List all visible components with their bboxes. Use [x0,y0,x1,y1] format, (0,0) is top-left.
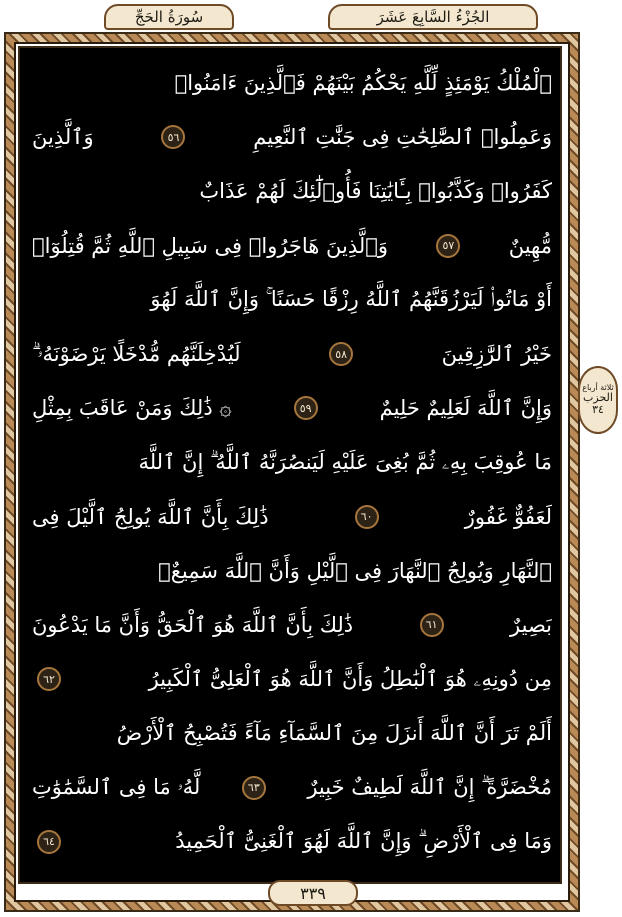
hizb-number: ٣٤ [592,403,604,417]
hizb-marker [578,366,618,434]
verse-text: مُخْضَرَّةً ۗ إِنَّ ٱللَّهَ لَطِيفٌ خَبِيرٌ [307,775,552,800]
verse-line [32,56,552,110]
verse-text: ٱلْمُلْكُ يَوْمَئِذٍ لِّلَّهِ يَحْكُمُ بَيْنَهُمْ فَٱلَّذِينَ ءَامَنُوا۟ [174,71,552,96]
verse-line [32,815,552,869]
verse-line [32,490,552,544]
verse-text: مَا عُوقِبَ بِهِۦ ثُمَّ بُغِىَ عَلَيْهِ لَيَنصُرَنَّهُ ٱللَّهُ ۗ إِنَّ ٱللَّهَ [138,449,552,474]
verse-line [32,652,552,706]
verse-text: أَوْ مَاتُوا۟ لَيَرْزُقَنَّهُمُ ٱللَّهُ رِزْقًا حَسَنًا ۚ وَإِنَّ ٱللَّهَ لَهُوَ [150,287,552,312]
verse-text: مِن دُونِهِۦ هُوَ ٱلْبَٰطِلُ وَأَنَّ ٱللَّهَ هُوَ ٱلْعَلِىُّ ٱلْكَبِيرُ [148,666,552,691]
verse-text: وَعَمِلُوا۟ ٱلصَّٰلِحَٰتِ فِى جَنَّٰتِ ٱلنَّعِيمِ [253,125,552,150]
verse-line [32,164,552,218]
verse-text: كَفَرُوا۟ وَكَذَّبُوا۟ بِـَٔايَٰتِنَا فَأُو۟لَٰٓئِكَ لَهُمْ عَذَابٌ [199,179,552,204]
verse-text: مُّهِينٌ [508,233,552,258]
page-number: ٣٣٩ [268,880,358,906]
verse-line [32,706,552,760]
verse-text: وَإِنَّ ٱللَّهَ لَعَلِيمٌ حَلِيمٌ [379,396,552,421]
verse-text: وَٱلَّذِينَ هَاجَرُوا۟ فِى سَبِيلِ ٱللَّهِ ثُمَّ قُتِلُوٓا۟ [32,233,389,258]
verse-line [32,598,552,652]
verse-line [32,219,552,273]
ayah-number-marker: ٦٣ [242,776,266,800]
hizb-fraction: ثلاثة أرباع [582,382,614,392]
verse-line [32,327,552,381]
verse-text: لَّهُۥ مَا فِى ٱلسَّمَٰوَٰتِ [32,775,201,800]
verse-line [32,435,552,489]
verse-text: لَيُدْخِلَنَّهُم مُّدْخَلًا يَرْضَوْنَهُۥ ۗ [32,341,241,366]
verse-text: ٱلنَّهَارِ وَيُولِجُ ٱلنَّهَارَ فِى ٱلَّيْلِ وَأَنَّ ٱللَّهَ سَمِيعٌۢ [158,558,552,583]
verse-text: وَٱلَّذِينَ [32,125,94,150]
juz-label: الجُزْءُ السَّابِعَ عَشَرَ [328,4,538,30]
ayah-number-marker: ٦١ [420,613,444,637]
ayah-number-marker: ٥٧ [436,234,460,258]
verse-text: أَلَمْ تَرَ أَنَّ ٱللَّهَ أَنزَلَ مِنَ ٱلسَّمَآءِ مَآءً فَتُصْبِحُ ٱلْأَرْضُ [116,721,552,746]
surah-label: سُورَةُ الحَجِّ [104,4,234,30]
verse-text: وَمَا فِى ٱلْأَرْضِ ۗ وَإِنَّ ٱللَّهَ لَهُوَ ٱلْغَنِىُّ ٱلْحَمِيدُ [175,829,552,854]
ayah-number-marker: ٥٩ [294,396,318,420]
verse-text: ۞ ذَٰلِكَ وَمَنْ عَاقَبَ بِمِثْلِ [32,396,232,421]
ayah-number-marker: ٥٨ [329,342,353,366]
verse-lines [32,56,552,869]
ayah-number-marker: ٥٦ [161,125,185,149]
ayah-number-marker: ٦٢ [37,667,61,691]
verse-line [32,381,552,435]
verse-text: ذَٰلِكَ بِأَنَّ ٱللَّهَ هُوَ ٱلْحَقُّ وَأَنَّ مَا يَدْعُونَ [32,612,354,637]
verse-line [32,544,552,598]
verse-text: بَصِيرٌ [510,612,552,637]
ayah-number-marker: ٦٤ [37,830,61,854]
verse-text: لَعَفُوٌّ غَفُورٌ [464,504,552,529]
verse-line [32,273,552,327]
hizb-title: الحزب [583,391,613,405]
verse-text: خَيْرُ ٱلرَّٰزِقِينَ [441,342,552,367]
verse-line [32,110,552,164]
verse-line [32,760,552,814]
verse-text: ذَٰلِكَ بِأَنَّ ٱللَّهَ يُولِجُ ٱلَّيْلَ فِى [32,504,269,529]
ayah-number-marker: ٦٠ [355,505,379,529]
